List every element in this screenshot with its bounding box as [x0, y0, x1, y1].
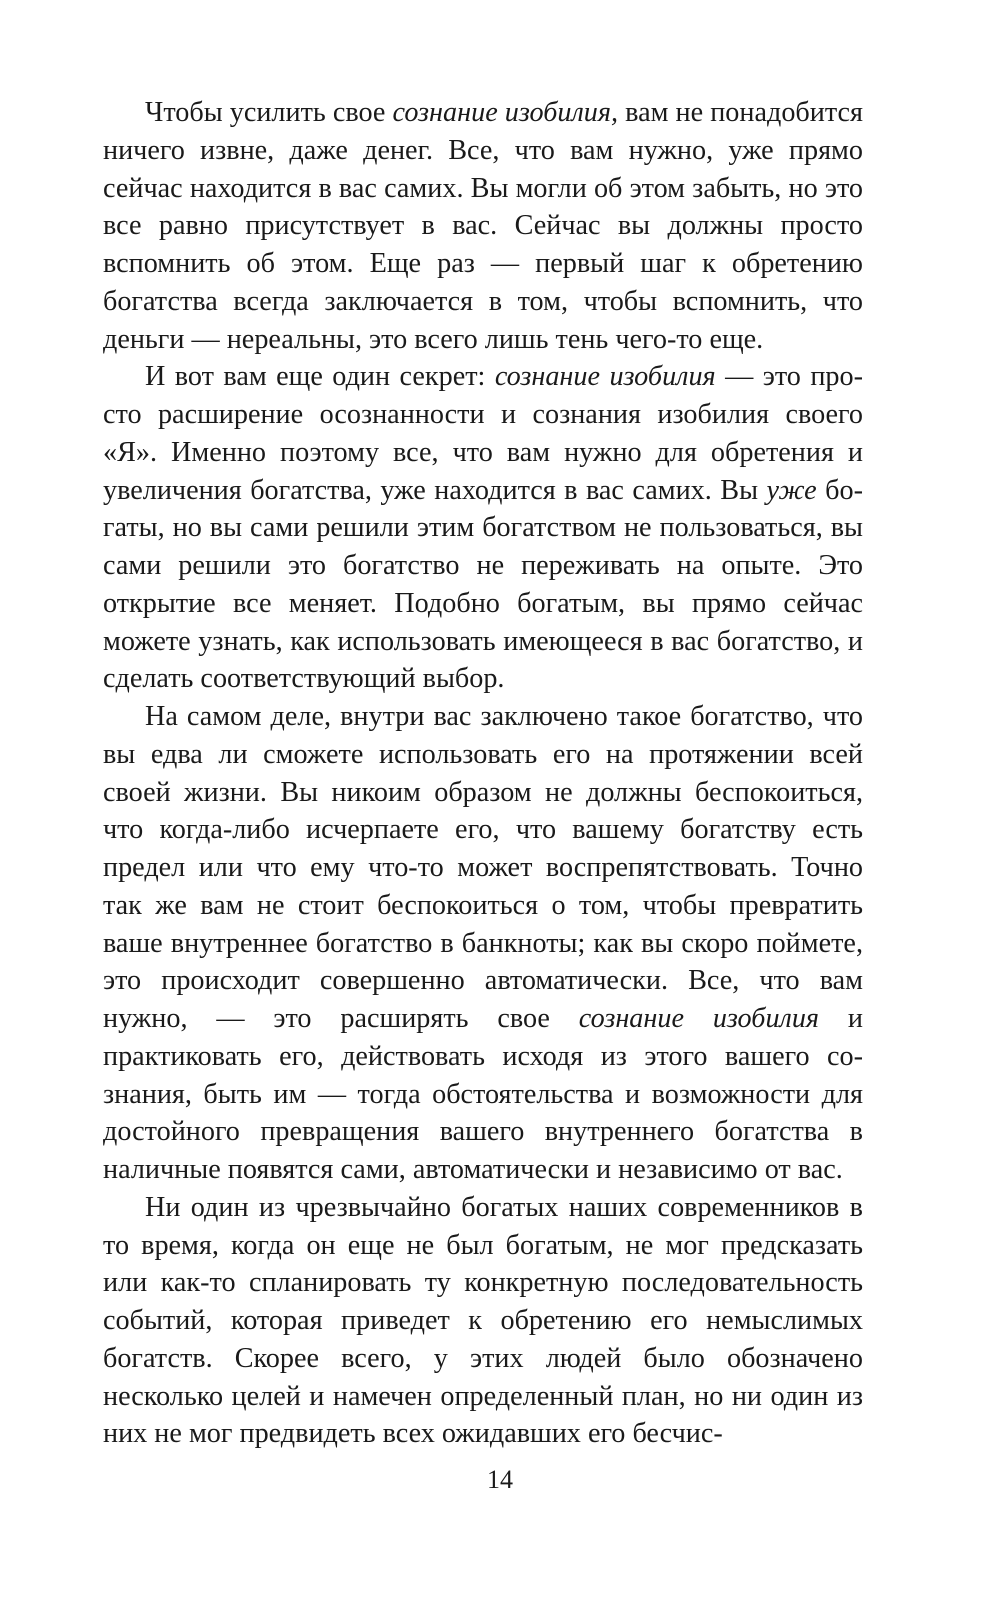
- page-number: 14: [487, 1465, 513, 1494]
- body-text: [103, 94, 863, 1453]
- paragraph-4-text-a: Ни один из чрезвычайно богатых наших современников в то время, когда он еще не был богатым, не мог предсказать или как-то спланировать ту конкретную последовательность событий, которая приведет к обретению его немыслимых богатств. Скорее всего, у этих людей было обозначено несколько целей и намечен определенный план, но ни один из них не мог предвидеть всех ожидавших его бесчис-: [103, 1191, 863, 1450]
- paragraph-3-text-a: На самом деле, внутри вас заключено такое богатство, что вы едва ли сможете использовать его на протяжении всей своей жизни. Вы никоим образом не должны беспокоиться, что когда-либо исчерпаете его, что вашему богатству есть предел или что ему что-то может воспрепятствовать. Точно так же вам не стоит беспокоиться о том, чтобы превратить ваше внутреннее богатство в банкноты; как вы скоро поймете, это происходит совершенно автоматически. Все, что вам нужно, — это расширять свое: [103, 701, 863, 1034]
- paragraph-2-text-e: богаты, но вы сами решили этим богатством не пользоваться, вы сами решили это богатство не переживать на опыте. Это открытие все меняет. Подобно богатым, вы прямо сейчас можете узнать, как использовать имеющееся в вас богатство, и сделать соответствующий выбор.: [103, 474, 863, 695]
- paragraph-4: [103, 1189, 863, 1453]
- paragraph-1: [103, 94, 863, 358]
- paragraph-3-italic-term: сознание изобилия: [578, 1003, 820, 1034]
- paragraph-2-italic-term: сознание изобилия: [494, 361, 716, 393]
- paragraph-2-italic-word: уже: [766, 474, 817, 506]
- paragraph-3: [103, 698, 863, 1189]
- paragraph-2-text-a: И вот вам еще один секрет:: [145, 361, 495, 393]
- paragraph-1-text-a: Чтобы усилить свое: [145, 97, 393, 128]
- paragraph-3-text-c: и практиковать его, действовать исходя из этого вашего сознания, быть им — тогда обстоятельства и возможности для достойного превращения вашего внутреннего богатства в наличные появятся сами, автоматически и независимо от вас.: [103, 1003, 863, 1185]
- paragraph-1-text-c: вам не понадобится ничего извне, даже денег. Все, что вам нужно, уже прямо сейчас находится в вас самих. Вы могли об этом забыть, но это все равно присутствует в вас. Сейчас вы должны просто вспомнить об этом. Еще раз — первый шаг к обретению богатства всегда заключается в том, чтобы вспомнить, что деньги — нереальны, это всего лишь тень чего-то еще.: [103, 97, 863, 355]
- paragraph-1-italic-term: сознание изобилия,: [392, 97, 619, 128]
- paragraph-2: [103, 358, 863, 698]
- paragraph-2-text-c: — это просто расширение осознанности и сознания изобилия своего «Я». Именно поэтому все, что вам нужно для обретения и увеличения богатства, уже находится в вас самих. Вы: [103, 361, 863, 506]
